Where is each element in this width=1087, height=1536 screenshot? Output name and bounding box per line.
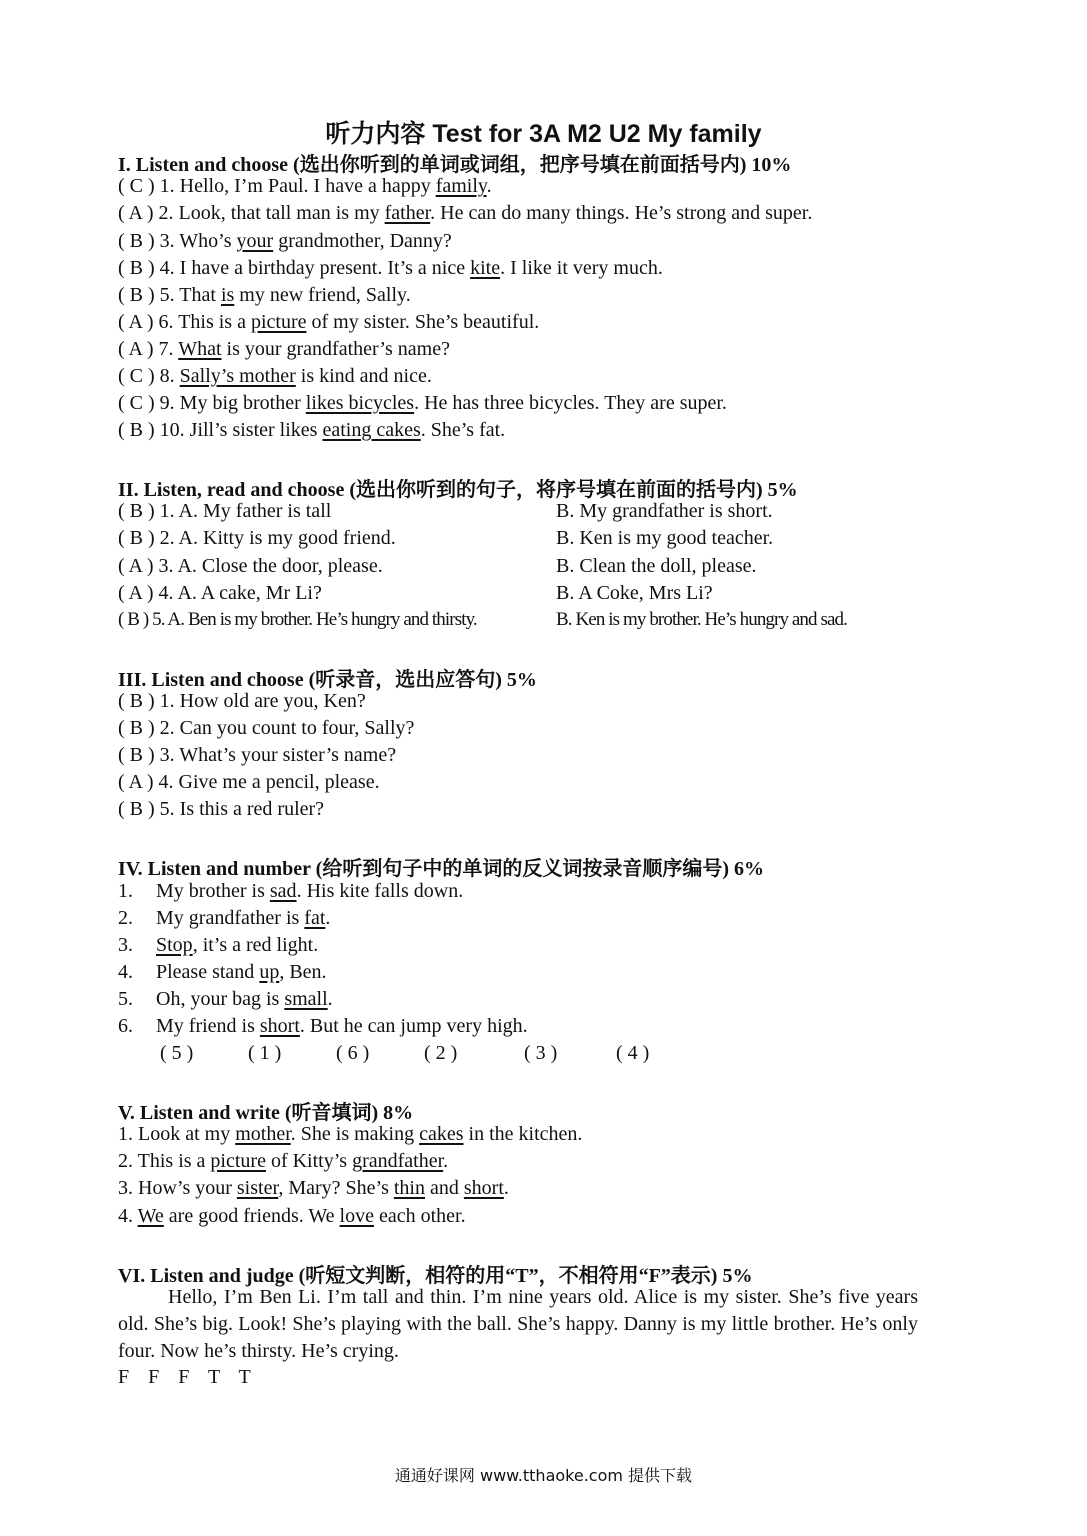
question-line: ( B ) 5. Is this a red ruler? (118, 798, 325, 820)
question-line: ( A ) 4. Give me a pencil, please. (118, 771, 380, 793)
question-text: my new friend, Sally. (234, 284, 411, 306)
sentence-text: My grandfather is (156, 907, 305, 929)
option-b: B. Clean the doll, please. (556, 555, 757, 577)
sentence-text: My friend is (156, 1015, 260, 1037)
answer-word: mother (235, 1123, 291, 1145)
answer-word: is (220, 284, 235, 306)
question-text: of my sister. She’s beautiful. (306, 311, 540, 333)
sentence-text: My brother is (156, 880, 270, 902)
section-4-heading: IV. Listen and number (给听到句子中的单词的反义词按录音顺序编号) 6% (118, 858, 764, 880)
answer-word: kite (470, 257, 501, 279)
answer-word: We (137, 1205, 164, 1227)
question-line (118, 284, 411, 307)
question-text: . (486, 175, 492, 197)
question-line (118, 202, 812, 225)
option-b: B. Ken is my good teacher. (556, 527, 774, 549)
numbered-sentence (118, 961, 327, 984)
question-text: ( B ) 3. Who’s (118, 230, 237, 252)
answer-word: small (284, 988, 328, 1010)
sentence-text: , Ben. (279, 961, 327, 983)
sentence-text: . His kite falls down. (296, 880, 464, 902)
option-a: ( A ) 3. A. Close the door, please. (118, 555, 383, 577)
answer-word: your (236, 230, 274, 252)
answer-word: Sally’s mother (179, 365, 296, 387)
sentence-text: . (503, 1177, 509, 1199)
item-number: 2. (118, 907, 133, 929)
question-text: ( C ) 9. My big brother (118, 392, 306, 414)
sentence-text: are good friends. We (163, 1205, 340, 1227)
answer-number: ( 1 ) (248, 1042, 282, 1064)
sentence-text: . (325, 907, 331, 929)
option-a: ( B ) 5. A. Ben is my brother. He’s hungry and thirsty. (118, 609, 477, 630)
fill-in-line (118, 1123, 582, 1146)
question-text: grandmother, Danny? (273, 230, 452, 252)
option-b: B. My grandfather is short. (556, 500, 773, 522)
option-b: B. Ken is my brother. He’s hungry and sad. (556, 609, 847, 630)
question-text: ( B ) 5. That (118, 284, 221, 306)
answer-word: sad (269, 880, 297, 902)
answer-word: likes bicycles (305, 392, 415, 414)
answer-word: picture (250, 311, 307, 333)
answer-word: eating cakes (322, 419, 421, 441)
question-text: . She’s fat. (420, 419, 506, 441)
footer-credit: 通通好课网 www.tthaoke.com 提供下载 (394, 1466, 693, 1485)
answer-number: ( 4 ) (616, 1042, 650, 1064)
question-text: . I like it very much. (500, 257, 663, 279)
question-line (118, 311, 539, 334)
sentence-text: and (424, 1177, 464, 1199)
item-number: 1. (118, 880, 133, 902)
sentence-text: , Mary? She’s (278, 1177, 394, 1199)
answer-word: cakes (419, 1123, 464, 1145)
sentence-text: each other. (373, 1205, 466, 1227)
answer-word: family (435, 175, 487, 197)
answer-number: ( 5 ) (160, 1042, 194, 1064)
section-6-heading: VI. Listen and judge (听短文判断，相符的用“T”，不相符用“F”表示) 5% (118, 1265, 753, 1287)
fill-in-line (118, 1205, 466, 1228)
numbered-sentence (118, 1015, 528, 1038)
question-text: is your grandfather’s name? (221, 338, 450, 360)
question-text: ( B ) 10. Jill’s sister likes (118, 419, 323, 441)
section-6-answers: F F F T T (118, 1366, 251, 1388)
item-number: 6. (118, 1015, 133, 1037)
sentence-text: , it’s a red light. (192, 934, 319, 956)
answer-number: ( 2 ) (424, 1042, 458, 1064)
answer-word: love (339, 1205, 374, 1227)
question-line (118, 338, 450, 361)
sentence-text: 1. Look at my (118, 1123, 236, 1145)
question-line (118, 230, 452, 253)
sentence-text: Oh, your bag is (156, 988, 285, 1010)
sentence-text: . (443, 1150, 449, 1172)
question-line: ( B ) 2. Can you count to four, Sally? (118, 717, 415, 739)
item-number: 5. (118, 988, 133, 1010)
answer-word: up (259, 961, 280, 983)
answer-word: picture (210, 1150, 266, 1172)
question-text: ( B ) 4. I have a birthday present. It’s a nice (118, 257, 471, 279)
question-line: ( B ) 3. What’s your sister’s name? (118, 744, 397, 766)
sentence-text: 4. (118, 1205, 138, 1227)
question-text: ( A ) 6. This is a (118, 311, 251, 333)
option-a: ( B ) 2. A. Kitty is my good friend. (118, 527, 396, 549)
numbered-sentence (118, 934, 318, 957)
answer-word: short (463, 1177, 504, 1199)
question-line (118, 365, 432, 388)
question-line (118, 175, 492, 198)
item-number: 4. (118, 961, 133, 983)
fill-in-line (118, 1177, 509, 1200)
answer-word: Stop (156, 934, 193, 956)
answer-word: What (178, 338, 222, 360)
answer-word: thin (393, 1177, 425, 1199)
question-line (118, 419, 505, 442)
page-title: 听力内容 Test for 3A M2 U2 My family (325, 120, 762, 148)
fill-in-line (118, 1150, 448, 1173)
question-text: is kind and nice. (295, 365, 432, 387)
sentence-text: . But he can jump very high. (299, 1015, 528, 1037)
sentence-text: in the kitchen. (463, 1123, 583, 1145)
section-2-heading: II. Listen, read and choose (选出你听到的句子，将序号填在前面的括号内) 5% (118, 479, 798, 501)
numbered-sentence (118, 907, 330, 930)
numbered-sentence (118, 988, 333, 1011)
answer-word: fat (304, 907, 326, 929)
option-a: ( A ) 4. A. A cake, Mr Li? (118, 582, 322, 604)
numbered-sentence (118, 880, 463, 903)
question-text: . He can do many things. He’s strong and super. (430, 202, 813, 224)
answer-word: short (259, 1015, 300, 1037)
sentence-text: 2. This is a (118, 1150, 211, 1172)
question-text: ( C ) 1. Hello, I’m Paul. I have a happy (118, 175, 436, 197)
question-line: ( B ) 1. How old are you, Ken? (118, 690, 366, 712)
answer-word: sister (236, 1177, 279, 1199)
answer-word: grandfather (352, 1150, 444, 1172)
option-a: ( B ) 1. A. My father is tall (118, 500, 332, 522)
section-1-heading: I. Listen and choose (选出你听到的单词或词组，把序号填在前面括号内) 10% (118, 154, 792, 176)
section-6-passage: Hello, I’m Ben Li. I’m tall and thin. I’m nine years old. Alice is my sister. She’s five years old. She’s big. Look! She’s playing with the ball. She’s happy. Danny is my little brother. He’s only four. Now he’s thirsty. He’s crying. (118, 1286, 918, 1362)
answer-number: ( 3 ) (524, 1042, 558, 1064)
answer-word: father (384, 202, 431, 224)
sentence-text: . (327, 988, 333, 1010)
question-text: ( C ) 8. (118, 365, 180, 387)
question-text: ( A ) 7. (118, 338, 179, 360)
item-number: 3. (118, 934, 133, 956)
question-line (118, 392, 727, 415)
sentence-text: Please stand (156, 961, 260, 983)
question-line (118, 257, 663, 280)
sentence-text: 3. How’s your (118, 1177, 237, 1199)
sentence-text: of Kitty’s (265, 1150, 353, 1172)
option-b: B. A Coke, Mrs Li? (556, 582, 713, 604)
section-5-heading: V. Listen and write (听音填词) 8% (118, 1102, 414, 1124)
section-3-heading: III. Listen and choose (听录音，选出应答句) 5% (118, 669, 537, 691)
question-text: ( A ) 2. Look, that tall man is my (118, 202, 385, 224)
question-text: . He has three bicycles. They are super. (414, 392, 727, 414)
sentence-text: . She is making (290, 1123, 420, 1145)
answer-number: ( 6 ) (336, 1042, 370, 1064)
